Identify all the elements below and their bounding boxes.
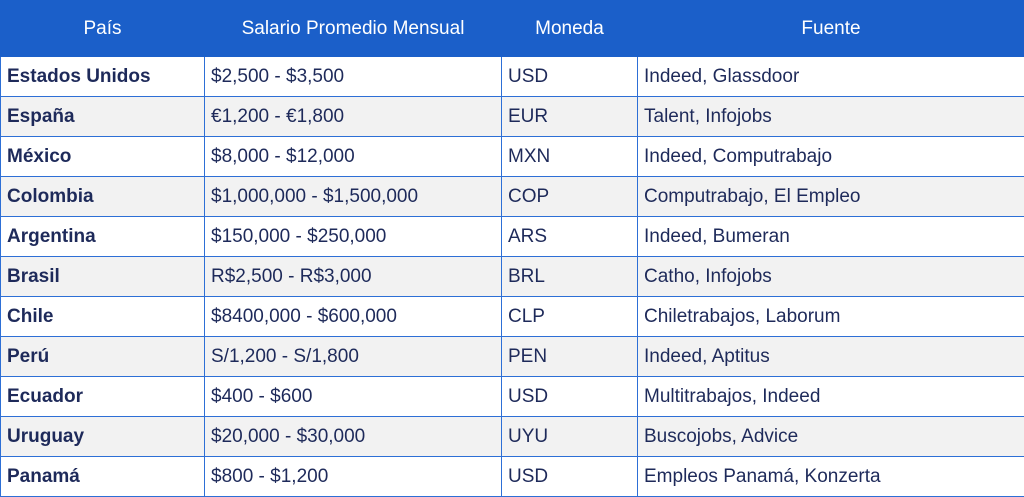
- cell-moneda: PEN: [502, 337, 638, 377]
- table-row: [1, 257, 1024, 297]
- header-moneda: Moneda: [502, 1, 638, 57]
- cell-fuente: Indeed, Glassdoor: [638, 57, 1024, 97]
- cell-salario: S/1,200 - S/1,800: [205, 337, 502, 377]
- table-header: [1, 1, 1024, 57]
- cell-moneda: BRL: [502, 257, 638, 297]
- table-row: [1, 97, 1024, 137]
- cell-salario: $2,500 - $3,500: [205, 57, 502, 97]
- cell-fuente: Indeed, Computrabajo: [638, 137, 1024, 177]
- cell-pais: México: [1, 137, 205, 177]
- cell-pais: Brasil: [1, 257, 205, 297]
- cell-pais: Panamá: [1, 457, 205, 497]
- cell-fuente: Indeed, Aptitus: [638, 337, 1024, 377]
- table-row: [1, 297, 1024, 337]
- cell-pais: Argentina: [1, 217, 205, 257]
- table-row: [1, 457, 1024, 497]
- cell-pais: Ecuador: [1, 377, 205, 417]
- cell-moneda: CLP: [502, 297, 638, 337]
- cell-fuente: Empleos Panamá, Konzerta: [638, 457, 1024, 497]
- table-body: [1, 57, 1024, 497]
- header-salario: Salario Promedio Mensual: [205, 1, 502, 57]
- header-row: [1, 1, 1024, 57]
- cell-salario: $8,000 - $12,000: [205, 137, 502, 177]
- cell-fuente: Buscojobs, Advice: [638, 417, 1024, 457]
- cell-pais: Colombia: [1, 177, 205, 217]
- cell-moneda: COP: [502, 177, 638, 217]
- cell-salario: $150,000 - $250,000: [205, 217, 502, 257]
- cell-fuente: Multitrabajos, Indeed: [638, 377, 1024, 417]
- cell-moneda: USD: [502, 457, 638, 497]
- cell-salario: $1,000,000 - $1,500,000: [205, 177, 502, 217]
- cell-moneda: USD: [502, 377, 638, 417]
- header-fuente: Fuente: [638, 1, 1024, 57]
- table-row: [1, 417, 1024, 457]
- cell-moneda: ARS: [502, 217, 638, 257]
- cell-pais: Estados Unidos: [1, 57, 205, 97]
- cell-salario: $400 - $600: [205, 377, 502, 417]
- cell-salario: $800 - $1,200: [205, 457, 502, 497]
- cell-salario: R$2,500 - R$3,000: [205, 257, 502, 297]
- cell-moneda: USD: [502, 57, 638, 97]
- cell-pais: España: [1, 97, 205, 137]
- cell-fuente: Indeed, Bumeran: [638, 217, 1024, 257]
- cell-pais: Chile: [1, 297, 205, 337]
- cell-fuente: Computrabajo, El Empleo: [638, 177, 1024, 217]
- table-row: [1, 177, 1024, 217]
- cell-moneda: UYU: [502, 417, 638, 457]
- cell-fuente: Talent, Infojobs: [638, 97, 1024, 137]
- cell-salario: $8400,000 - $600,000: [205, 297, 502, 337]
- table-row: [1, 377, 1024, 417]
- cell-fuente: Chiletrabajos, Laborum: [638, 297, 1024, 337]
- cell-pais: Uruguay: [1, 417, 205, 457]
- table-row: [1, 137, 1024, 177]
- table-row: [1, 217, 1024, 257]
- table-row: [1, 57, 1024, 97]
- header-pais: País: [1, 1, 205, 57]
- cell-fuente: Catho, Infojobs: [638, 257, 1024, 297]
- cell-moneda: MXN: [502, 137, 638, 177]
- table-row: [1, 337, 1024, 377]
- cell-pais: Perú: [1, 337, 205, 377]
- cell-moneda: EUR: [502, 97, 638, 137]
- cell-salario: $20,000 - $30,000: [205, 417, 502, 457]
- cell-salario: €1,200 - €1,800: [205, 97, 502, 137]
